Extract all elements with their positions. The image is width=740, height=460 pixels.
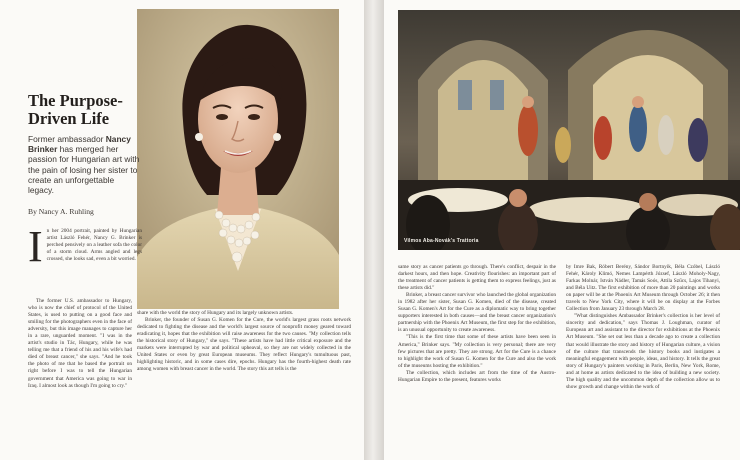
painting-illustration [398, 10, 740, 250]
left-column-intro [28, 222, 142, 271]
right-column-1 [398, 264, 556, 384]
painting-caption: Vilmos Aba-Novák's Trattoria [404, 238, 479, 244]
intro-text: n her 2004 portrait, painted by Hungarian artist László Fehér, Nancy G. Brinker is perched pensively on a leather sofa the color of a storm cloud. Arms angled and legs crossed, she looks sad, even a bit worried. [46, 228, 142, 263]
article-byline: By Nancy A. Ruhling [28, 207, 94, 216]
body-paragraph: The collection, which includes art from the time of the Austro-Hungarian Empire to the present, features works [398, 369, 556, 383]
right-column-2 [566, 264, 720, 391]
page-gutter [364, 0, 384, 460]
deck-name: Nancy Brinker [28, 134, 131, 155]
body-paragraph: The former U.S. ambassador to Hungary, who is now the chief of protocol of the United States, is used to putting on a good face and smiling for the photographers even in the face of adversity, but this image manages to capture her in a rare, unguarded moment. "I was in the artist's studio in Tác, Hungary, while he was telling me that a friend of his and his wife's had died of breast cancer," she says. "And he took the photo of me that he based the portrait on right before I was to tell the Hungarian government that America was going to war in Iraq. I almost look as though I'm going to cry." [28, 298, 132, 389]
article-deck [28, 134, 140, 195]
painting-photo [398, 10, 740, 250]
intro-paragraph [28, 222, 142, 271]
body-paragraph: by Imre Bak, Róbert Berény, Sándor Bortnyik, Béla Czóbel, László Fehér, Károly Klimó, Nemes Lampérth József, László Moholy-Nagy, Farkas Molnár, István Nádler, Tamás Soós, Attila Szűcs, Lajos Tihanyi, and Béla Uitz. The first exhibition of more than 20 paintings and works on paper will be at the Phoenix Art Museum through October 26; it then travels to New York City, where it will be on display at the Forbes Collection from January 23 through March 28. [566, 264, 720, 313]
portrait-photo [137, 9, 339, 309]
body-paragraph: "This is the first time that some of these artists have been seen in America," Brinker says. "My collection is very personal; there are very few pictures that are pretty. They are strong. Art for the Cure is a chance to highlight the work of Susan G. Komen for the Cure and also the work of the museums hosting the exhibition." [398, 334, 556, 369]
body-paragraph: Brinker, a breast cancer survivor who launched the global organization in 1982 after her sister, Susan G. Komen, died of the disease, created Susan G. Komen's Art for the Cure as a diplomatic way to bring together supporters interested in both causes—and the breast cancer organization's partnership with the Phoenix Art Museum, the first step for the exhibition, is an unusual opportunity to create awareness. [398, 292, 557, 334]
body-paragraph: same story as cancer patients go through. There's conflict, despair in the darkest hours, and then hope. Creativity flourishes: an important part of the treatment of cancer patients is getting them to express feelings, just as these artists did." [398, 264, 556, 292]
body-paragraph: Brinker, the founder of Susan G. Komen for the Cure, the world's largest grass roots network dedicated to fighting the disease and the world's largest source of nonprofit money geared toward eradicating it, hopes that the exhibition will raise awareness for the two causes. "My collection tells the historical story of Hungary," she says. "These artists have had little critical exposure and the markets were interrupted by war and political upheaval, so they are not widely collected in the United States or even by great European museums. They reflect Hungary's tumultuous past, highlighting historic, and in some cases dire, epochs. Hungary has the fourth-highest death rate among women with breast cancer in the world. The story this art tells is the [137, 317, 351, 373]
left-column-1 [28, 298, 132, 390]
deck-rest: has merged her passion for Hungarian art with the pain of losing her sister to create an unforgettable legacy. [28, 144, 140, 196]
deck-lead: Former ambassador [28, 134, 104, 144]
article-title: The Purpose-Driven Life [28, 91, 123, 128]
body-paragraph: "What distinguishes Ambassador Brinker's collection is her level of sincerity and dedication," says Thomas J. Loughman, curator of European art and assistant to the director for exhibitions at the Phoenix Art Museum. "She set out less than a decade ago to create a collection that would illustrate the story and history of Hungarian culture, a vision of the culture that transcends the history books and instigates a meaningful engagement with people, ideas, and history. It tells the great story of Hungary's painters working in Paris, Berlin, New York, Rome, and at home as artists dedicated to the idea of building a new society. The high quality and the uncommon depth of the collection allow us to show growth and change within the work of [566, 313, 720, 390]
portrait-illustration [137, 9, 339, 309]
body-paragraph: share with the world the story of Hungary and its largely unknown artists. [137, 310, 294, 316]
left-column-2 [137, 310, 351, 373]
drop-cap: I [28, 222, 43, 271]
